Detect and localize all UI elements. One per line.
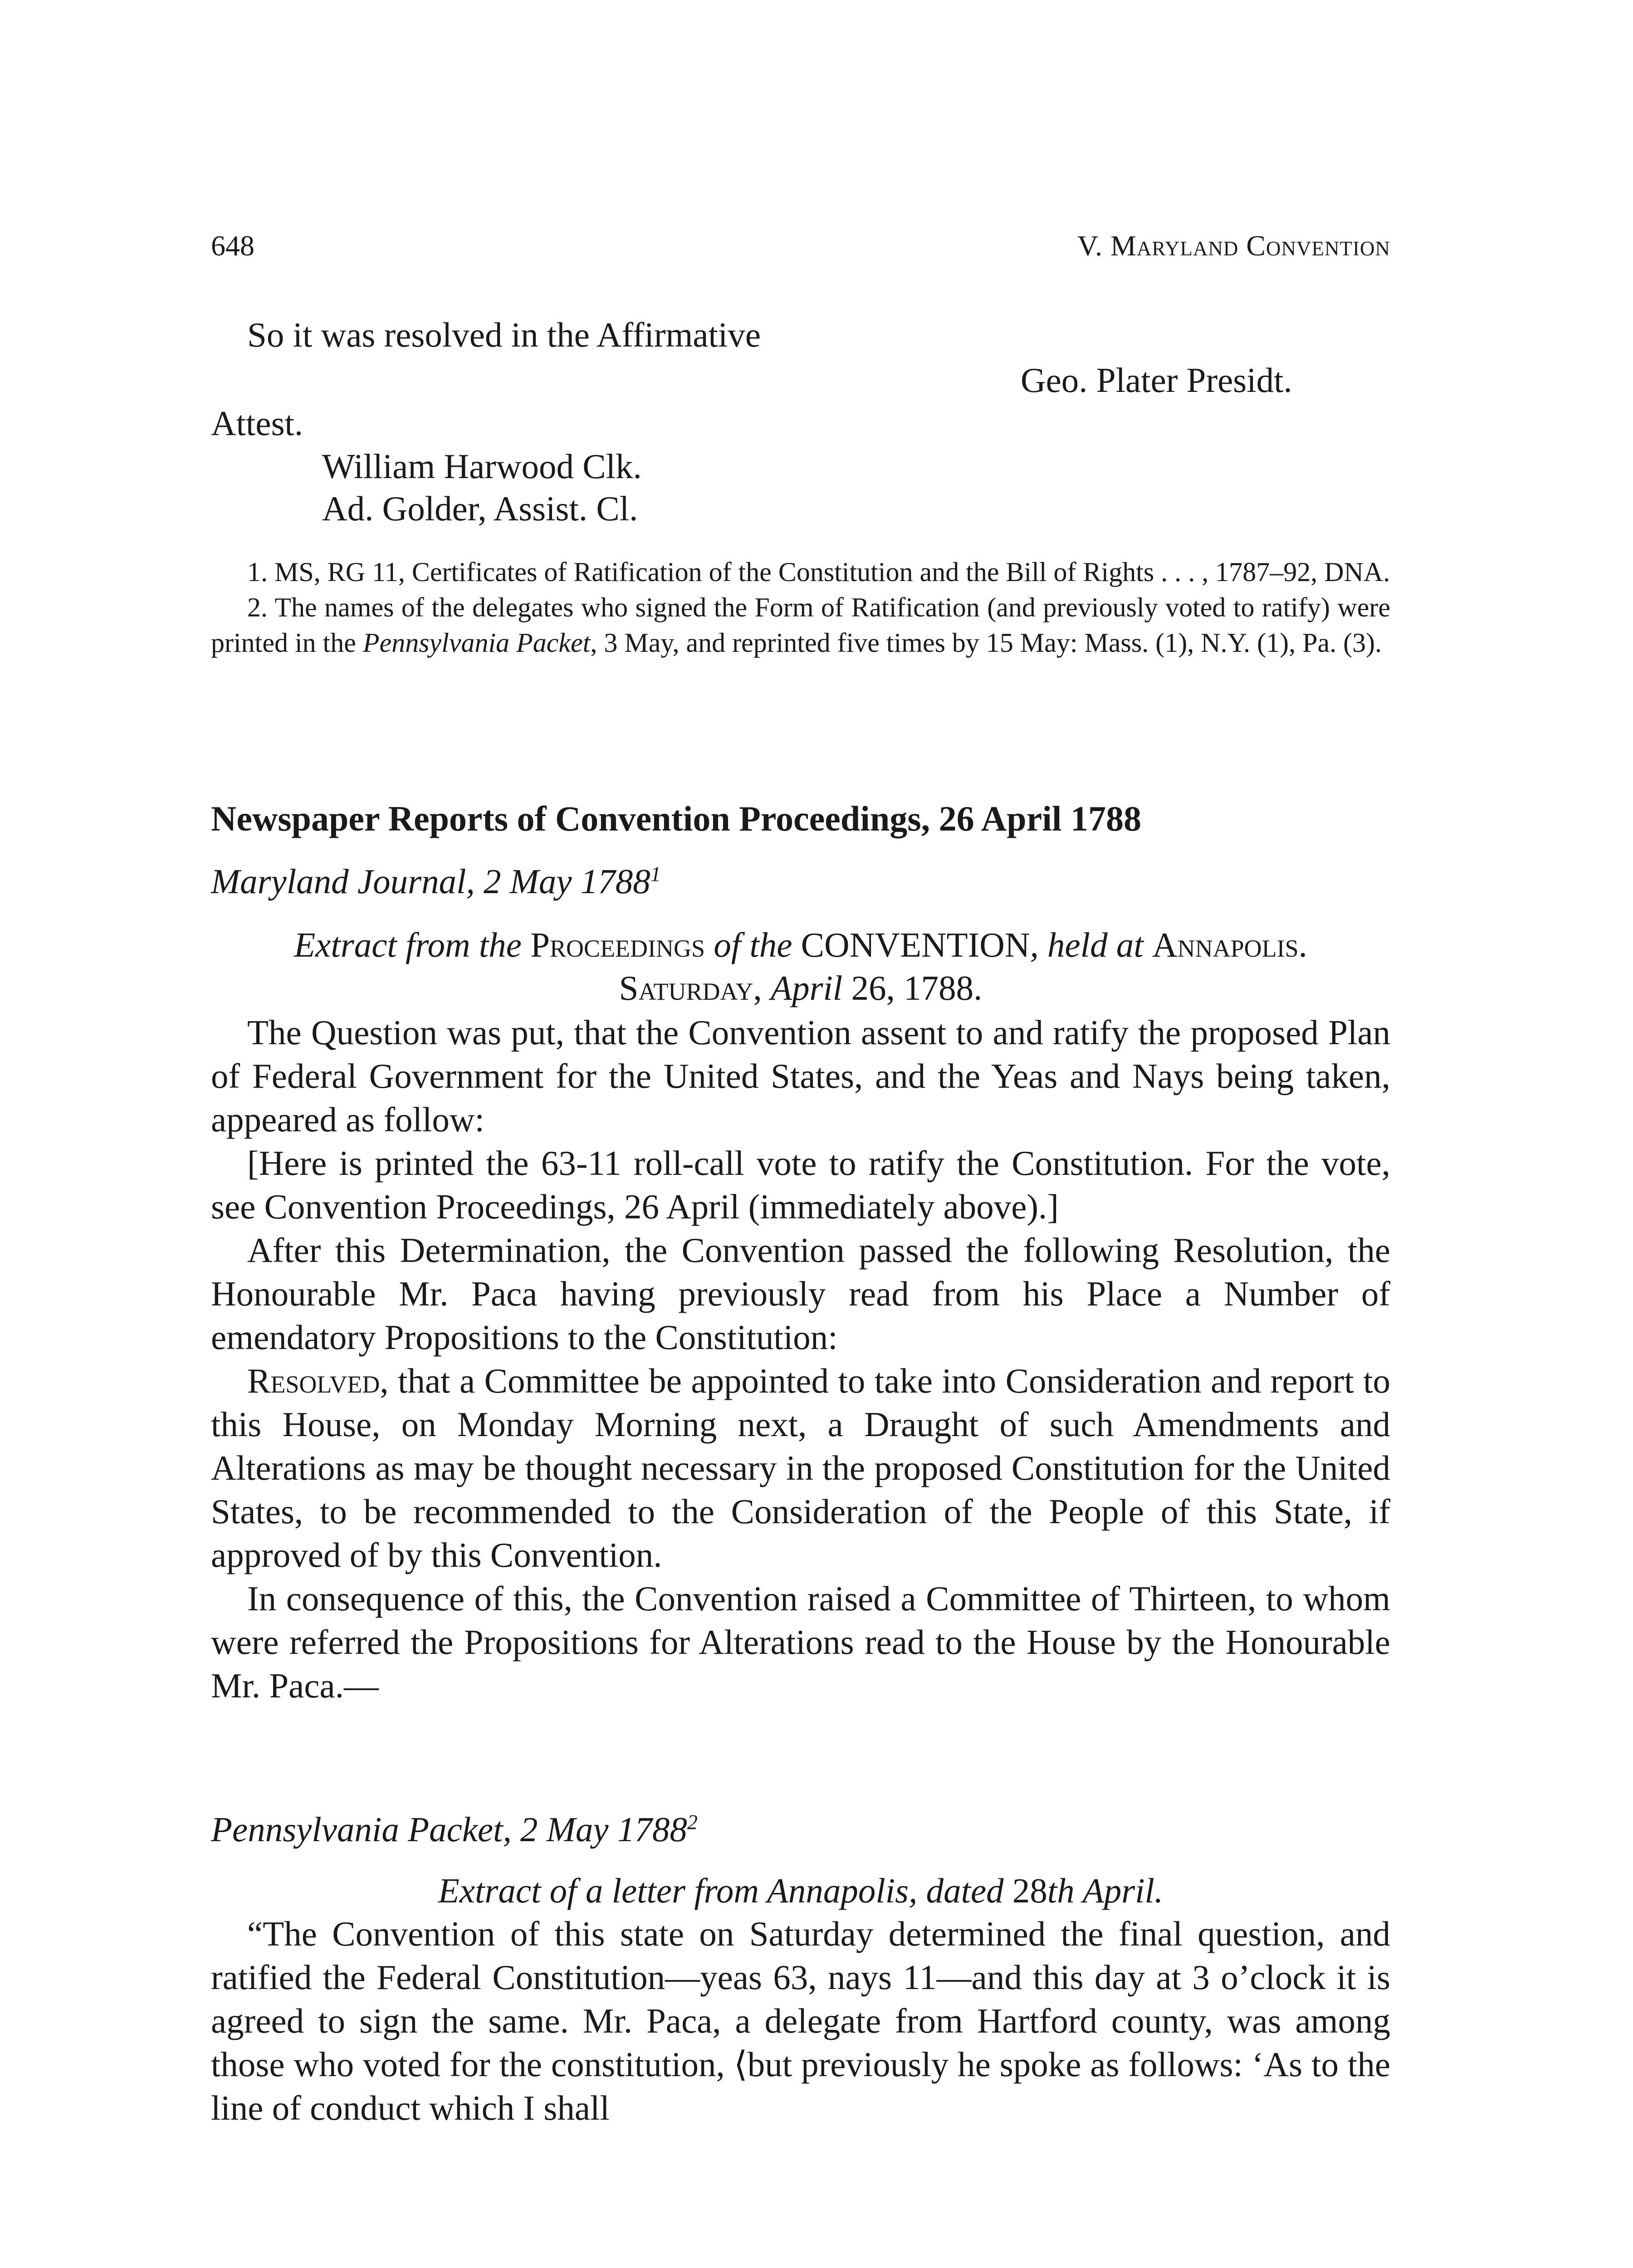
footnote-ref-2: 2 [687, 1810, 698, 1834]
paragraph-committee: In consequence of this, the Convention raised a Committee of Thirteen, to whom were referred the Propositions for Alterations read to the House by the Honourable Mr. Paca.— [211, 1579, 1390, 1705]
running-title: V. Maryland Convention [1077, 230, 1390, 262]
footnote-2: 2. The names of the delegates who signed the Form of Ratification (and previously voted to ratify) were printed in the Pennsylvania Packet, 3 May, and reprinted five times by 15 May: Mass. (1), N.Y. (1), Pa. (3). [211, 592, 1390, 658]
attest-label: Attest. [211, 404, 303, 443]
footnote-ref-1: 1 [650, 862, 661, 886]
source-pennsylvania-packet: Pennsylvania Packet, 2 May 1788$^2$ [211, 1810, 698, 1849]
letter-title: Extract of a letter from Annapolis, dated 28th April. [438, 1871, 1164, 1910]
president-signature: Geo. Plater Presidt. [1021, 361, 1292, 400]
paragraph-resolved: Resolved, that a Committee be appointed to take into Consideration and report to this House, on Monday Morning next, a Draught of such Amendments and Alterations as may be thought necessary in the proposed Constitution for the United States, to be recommended to the Consideration of the People of this State, if approved of by this Convention. [211, 1361, 1390, 1574]
source-maryland-journal: Maryland Journal, 2 May 1788$^1$ [211, 862, 661, 901]
paragraph-editorial-note: [Here is printed the 63-11 roll-call vote to ratify the Constitution. For the vote, see Convention Proceedings, 26 April (immediately above).] [211, 1144, 1390, 1226]
section-heading: Newspaper Reports of Convention Proceedings, 26 April 1788 [211, 799, 1142, 838]
footnotes [211, 554, 1390, 660]
paragraph-question: The Question was put, that the Convention assent to and ratify the proposed Plan of Federal Government for the United States, and the Yeas and Nays being taken, appeared as follow: [211, 1013, 1390, 1139]
extract-title: Extract from the Proceedings of the CONVENTION, held at Annapolis. [294, 925, 1307, 964]
letter-text [211, 1912, 1390, 2130]
paragraph-determination: After this Determination, the Convention passed the following Resolution, the Honourable Mr. Paca having previously read from his Place a Number of emendatory Propositions to the Constitution: [211, 1231, 1390, 1357]
resolution-line: So it was resolved in the Affirmative [247, 315, 761, 354]
clerk-signature: William Harwood Clk. [322, 447, 642, 486]
assistant-clerk-signature: Ad. Golder, Assist. Cl. [322, 489, 638, 528]
document-page [211, 0, 1390, 2268]
footnote-1: 1. MS, RG 11, Certificates of Ratification of the Constitution and the Bill of Rights . . . , 1787–92, DNA. [247, 557, 1390, 587]
extract-date: Saturday, April 26, 1788. [619, 968, 983, 1007]
maryland-journal-text [211, 1011, 1390, 1707]
paragraph-letter: “The Convention of this state on Saturday determined the final question, and ratified the Federal Constitution—yeas 63, nays 11—and this day at 3 o’clock it is agreed to sign the same. Mr. Paca, a delegate from Hartford county, was among those who voted for the constitution, ⟨but previously he spoke as follows: ‘As to the line of conduct which I shall [211, 1914, 1390, 2127]
page-header [211, 229, 1390, 270]
page-number: 648 [211, 230, 254, 262]
